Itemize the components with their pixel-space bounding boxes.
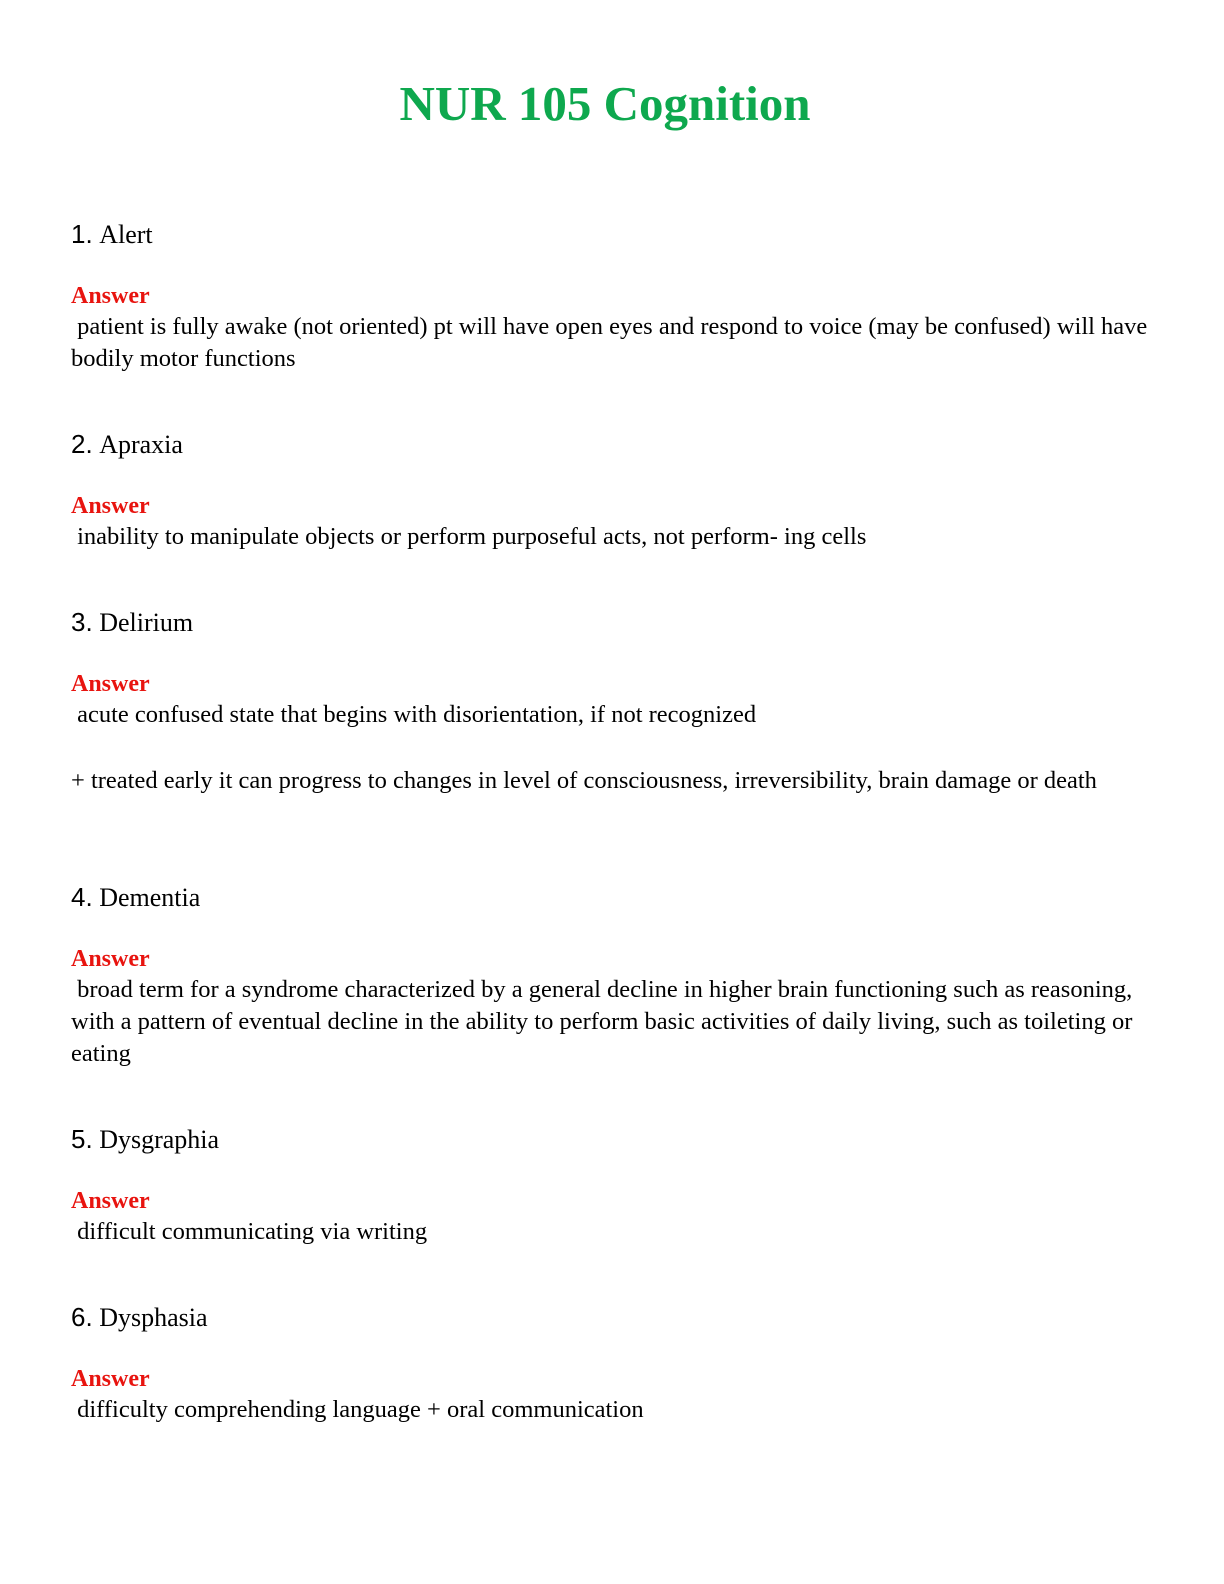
answer-label: Answer [71, 1188, 150, 1214]
question-item [71, 218, 1154, 375]
question-heading [71, 218, 1151, 250]
answer-text: broad term for a syndrome characterized by a general decline in higher brain functioning such as reasoning, with a pattern of eventual decline in the ability to perform basic activities of daily living, such as toileting or eating [71, 976, 1139, 1067]
answer-text-continued: + treated early it can progress to changes in level of consciousness, irreversibility, brain damage or death [71, 767, 1097, 794]
answer-text: difficulty comprehending language + oral communication [71, 1396, 644, 1423]
question-item [71, 881, 1151, 1070]
answer-label: Answer [71, 946, 150, 972]
question-heading [71, 606, 1151, 638]
question-item [71, 606, 1151, 797]
question-number: 4. [71, 882, 93, 912]
answer-text: inability to manipulate objects or perform purposeful acts, not perform- ing cells [71, 523, 867, 550]
question-number: 2. [71, 429, 93, 459]
question-heading [71, 428, 1151, 460]
question-term: Delirium [99, 608, 194, 637]
question-number: 1. [71, 219, 93, 249]
answer-text: patient is fully awake (not oriented) pt will have open eyes and respond to voice (may be confused) will have bodily motor functions [71, 313, 1154, 372]
answer-text: acute confused state that begins with disorientation, if not recognized [71, 701, 757, 728]
question-heading [71, 1123, 1151, 1155]
question-number: 3. [71, 607, 93, 637]
question-term: Dementia [99, 883, 201, 912]
question-item [71, 428, 1151, 553]
question-term: Dysgraphia [99, 1125, 220, 1154]
question-number: 6. [71, 1302, 93, 1332]
question-term: Apraxia [99, 430, 183, 459]
answer-label: Answer [71, 283, 150, 309]
answer-label: Answer [71, 493, 150, 519]
question-term: Dysphasia [99, 1303, 208, 1332]
question-term: Alert [99, 220, 153, 249]
question-heading [71, 1301, 1151, 1333]
page-title: NUR 105 Cognition [399, 76, 811, 131]
question-item [71, 1301, 1151, 1426]
answer-text: difficult communicating via writing [71, 1218, 428, 1245]
question-item [71, 1123, 1151, 1248]
answer-label: Answer [71, 671, 150, 697]
question-number: 5. [71, 1124, 93, 1154]
answer-label: Answer [71, 1366, 150, 1392]
question-heading [71, 881, 1151, 913]
